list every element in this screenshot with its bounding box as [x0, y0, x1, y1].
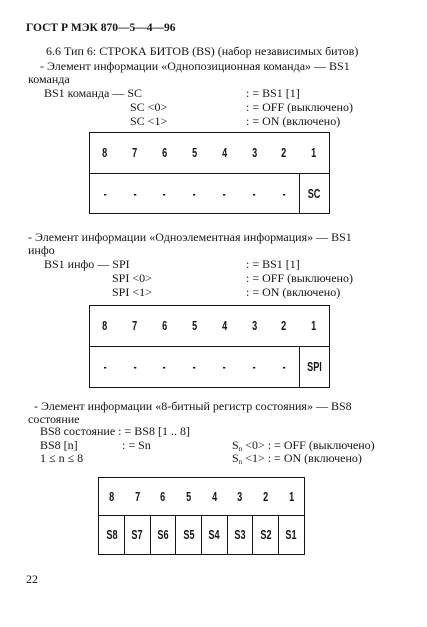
bit-number: 3	[251, 318, 257, 333]
bit-number: 1	[311, 145, 317, 160]
bit-cell: S4	[208, 527, 220, 542]
symbol-s: S	[232, 451, 239, 465]
bit-cell: S3	[234, 527, 246, 542]
bit-cell: S8	[105, 527, 118, 542]
bit-number: 1	[311, 318, 317, 333]
definition-line: BS8 состояние : = BS8 [1 .. 8]	[40, 424, 190, 438]
bit-cell: -	[222, 359, 226, 374]
subscript-n: n	[238, 458, 243, 466]
bit-cell: S6	[157, 527, 169, 542]
bit-number: 5	[191, 145, 198, 160]
bit-number: 4	[221, 318, 227, 333]
definition-left: BS8 [n]	[40, 438, 78, 452]
bit-cell: SPI	[306, 359, 322, 374]
bit-cell: -	[163, 359, 167, 374]
bit-table	[98, 477, 305, 555]
definition-left: SC <1>	[130, 114, 168, 128]
definition-left: BS1 команда — SC	[44, 86, 143, 100]
bit-cell: -	[192, 185, 197, 201]
bit-cell: S2	[259, 527, 272, 542]
bit-number: 3	[237, 488, 243, 504]
bit-number: 5	[191, 318, 198, 333]
bit-cell: -	[282, 185, 286, 201]
definition-left: SPI <0>	[112, 271, 152, 285]
bit-number: 8	[102, 318, 108, 333]
bit-cell: -	[192, 359, 197, 374]
definition-right: : = BS1 [1]	[246, 86, 300, 100]
bit-number: 8	[109, 488, 115, 504]
definition-right: : = OFF (выключено)	[246, 271, 353, 285]
bit-cell: -	[252, 185, 256, 201]
definition-left: BS1 инфо — SPI	[44, 257, 130, 271]
intro-line: команда	[28, 72, 70, 86]
definition-right: : = ON (включено)	[246, 285, 341, 299]
bit-number-row	[90, 133, 330, 174]
bit-cell: -	[103, 359, 107, 374]
definition-text: <1> : = ON (включено)	[242, 451, 362, 465]
bit-cell: S1	[285, 527, 297, 542]
definition-left: 1 ≤ n ≤ 8	[40, 451, 84, 465]
bit-number: 2	[262, 488, 269, 504]
subscript-n: n	[238, 445, 243, 453]
page-number: 22	[26, 572, 38, 586]
definition-mid: : = Sn	[122, 438, 151, 452]
bit-number-row	[99, 478, 305, 516]
bit-value-row	[90, 174, 330, 214]
definition-text: <0> : = OFF (выключено)	[242, 438, 375, 452]
bit-value-row	[99, 516, 305, 555]
intro-line: инфо	[28, 243, 55, 257]
bit-cell: S5	[183, 527, 195, 542]
bit-table	[89, 132, 330, 214]
bit-cell: -	[282, 359, 286, 374]
intro-line: - Элемент информации «Одноэлементная информация» — BS1	[28, 230, 352, 244]
intro-line: - Элемент информации «8-битный регистр состояния» — BS8	[34, 399, 352, 413]
section-heading: 6.6 Тип 6: СТРОКА БИТОВ (BS) (набор независимых битов)	[46, 44, 359, 58]
definition-left: SPI <1>	[112, 285, 152, 299]
bit-number: 8	[102, 145, 108, 160]
intro-line: состояние	[28, 412, 80, 426]
definition-right: : = OFF (выключено)	[246, 100, 353, 114]
bit-value-row	[90, 347, 330, 388]
bit-cell: -	[222, 185, 226, 201]
bit-number: 6	[160, 488, 166, 504]
bit-cell: -	[133, 359, 137, 374]
bit-number: 3	[251, 145, 257, 160]
bit-number: 5	[186, 488, 192, 504]
bit-number: 2	[281, 318, 287, 333]
bit-cell: -	[252, 359, 256, 374]
bit-cell: SC	[307, 185, 321, 201]
bit-number: 1	[288, 488, 294, 504]
definition-left: SC <0>	[130, 100, 168, 114]
bit-number: 7	[132, 145, 138, 160]
bit-cell: S7	[131, 527, 143, 542]
bit-cell: -	[133, 185, 137, 201]
document-header: ГОСТ Р МЭК 870—5—4—96	[26, 22, 176, 34]
symbol-s: S	[232, 438, 239, 452]
bit-number-row	[90, 306, 330, 347]
bit-cell: -	[163, 185, 167, 201]
definition-right: : = ON (включено)	[246, 114, 341, 128]
bit-cell: -	[103, 185, 107, 201]
bit-number: 4	[211, 488, 217, 504]
bit-number: 6	[162, 318, 168, 333]
bit-table	[89, 305, 330, 388]
definition-right	[232, 451, 362, 469]
bit-number: 4	[221, 145, 227, 160]
bit-number: 6	[162, 145, 168, 160]
bit-number: 2	[281, 145, 287, 160]
bit-number: 7	[132, 318, 138, 333]
definition-right: : = BS1 [1]	[246, 257, 300, 271]
intro-line: - Элемент информации «Однопозиционная команда» — BS1	[40, 59, 350, 73]
bit-number: 7	[134, 488, 140, 504]
